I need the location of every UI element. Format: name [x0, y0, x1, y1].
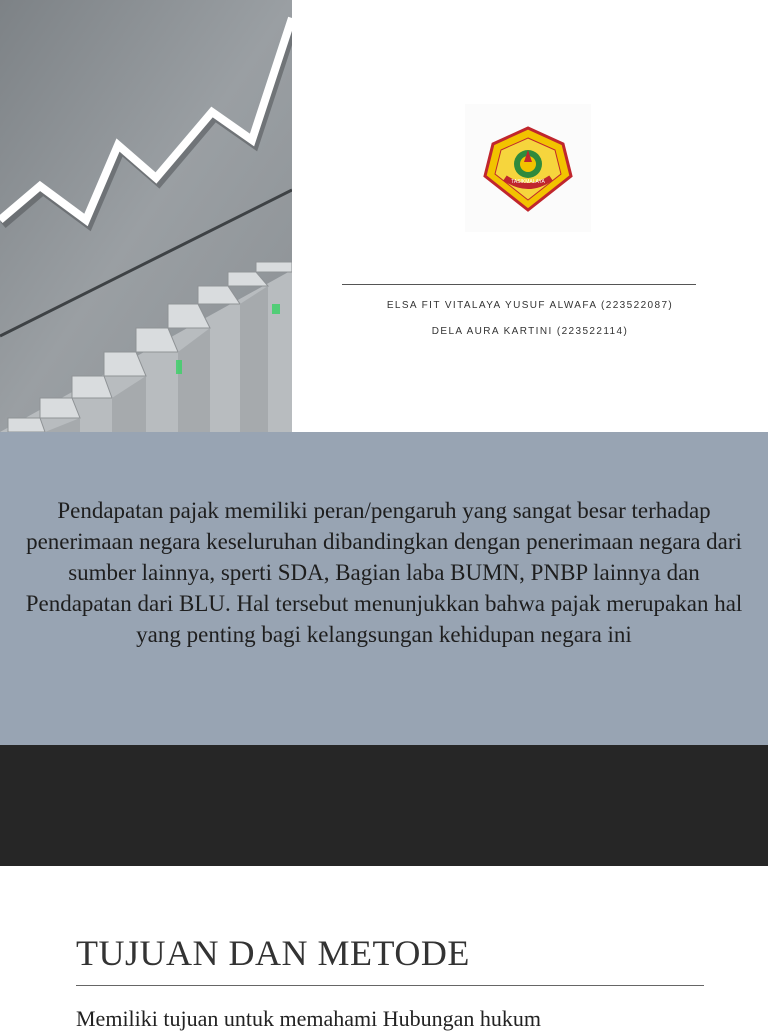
intro-slide [0, 432, 768, 745]
author-2: DELA AURA KARTINI (223522114) [431, 326, 629, 337]
section-heading: TUJUAN DAN METODE [76, 933, 470, 973]
heading-underline [76, 985, 704, 986]
institution-logo [465, 104, 591, 232]
author-1: ELSA FIT VITALAYA YUSUF ALWAFA (223522087) [386, 300, 674, 311]
svg-text:TASIKMALAYA: TASIKMALAYA [511, 179, 545, 185]
stairs-growth-photo [0, 0, 292, 432]
divider [342, 284, 696, 285]
dark-slide [0, 745, 768, 866]
objectives-slide [0, 866, 768, 1031]
intro-paragraph: Pendapatan pajak memiliki peran/pengaruh yang sangat besar terhadap penerimaan negara keseluruhan dibandingkan dengan penerimaan negara dari sumber lainnya, sperti SDA, Bagian laba BUMN, PNBP lainnya dan Pendapatan dari BLU. Hal tersebut menunjukkan bahwa pajak merupakan hal yang penting bagi kelangsungan kehidupan negara ini [25, 498, 743, 647]
cover-slide [0, 0, 768, 432]
section-body-text: Memiliki tujuan untuk memahami Hubungan hukum [76, 1006, 541, 1031]
